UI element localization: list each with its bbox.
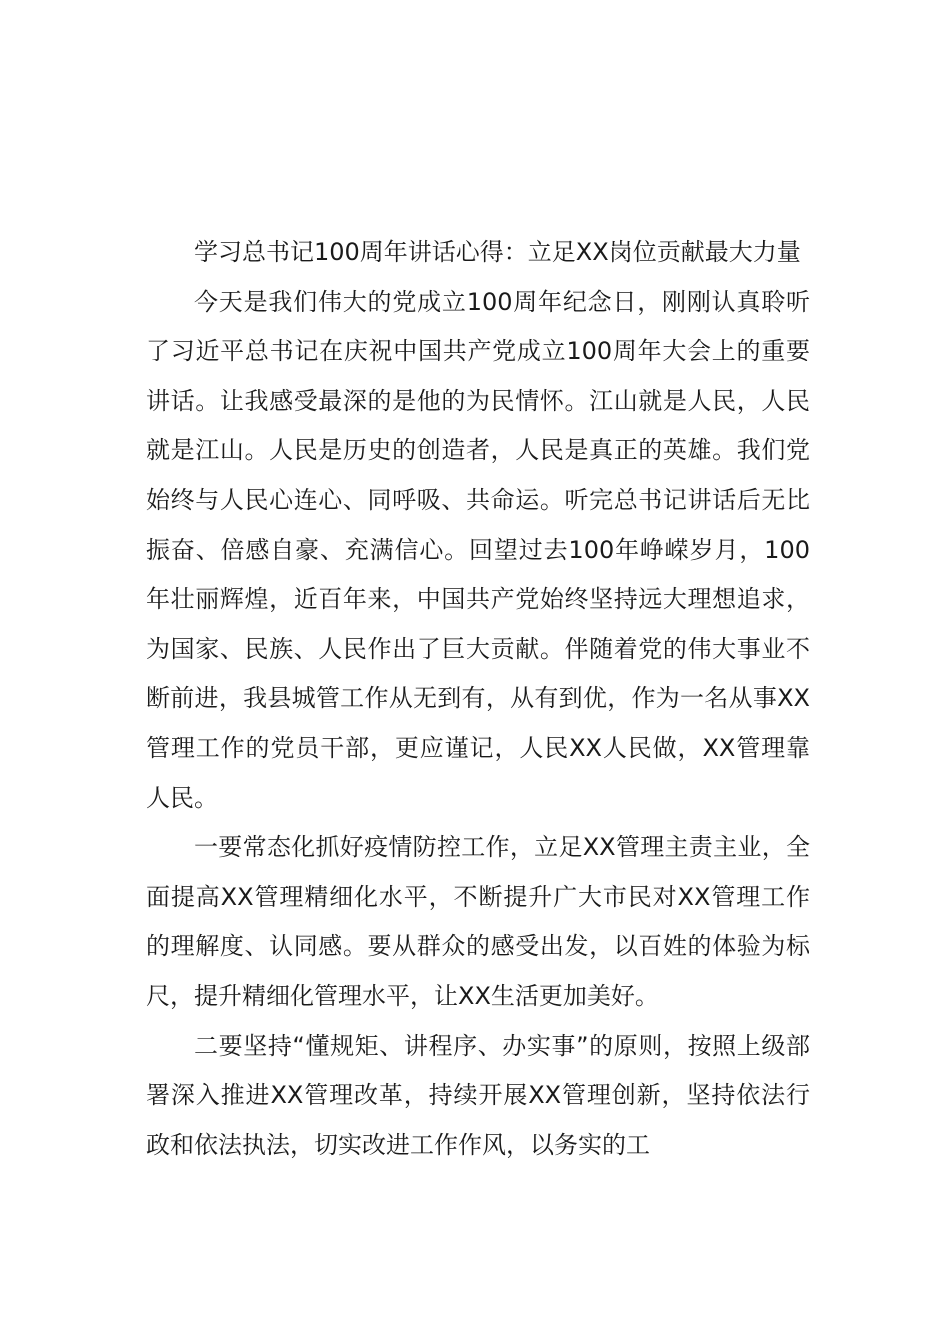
paragraph-1: 今天是我们伟大的党成立100周年纪念日，刚刚认真聆听了习近平总书记在庆祝中国共产党成立100周年大会上的重要讲话。让我感受最深的是他的为民情怀。江山就是人民，人民就是江山。人民是历史的创造者，人民是真正的英雄。我们党始终与人民心连心、同呼吸、共命运。听完总书记讲话后无比振奋、倍感自豪、充满信心。回望过去100年峥嵘岁月，100年壮丽辉煌，近百年来，中国共产党始终坚持远大理想追求，为国家、民族、人民作出了巨大贡献。伴随着党的伟大事业不断前进，我县城管工作从无到有，从有到优，作为一名从事XX管理工作的党员干部，更应谨记，人民XX人民做，XX管理靠人民。	[146, 287, 810, 812]
document-title: 学习总书记100周年讲话心得：立足XX岗位贡献最大力量	[194, 238, 801, 266]
paragraph-3: 二要坚持“懂规矩、讲程序、办实事”的原则，按照上级部署深入推进XX管理改革，持续开展XX管理创新，坚持依法行政和依法执法，切实改进工作作风，以务实的工	[146, 1031, 810, 1159]
paragraph-2: 一要常态化抓好疫情防控工作，立足XX管理主责主业，全面提高XX管理精细化水平，不断提升广大市民对XX管理工作的理解度、认同感。要从群众的感受出发，以百姓的体验为标尺，提升精细化管理水平，让XX生活更加美好。	[146, 833, 810, 1010]
document-page	[146, 228, 810, 1170]
